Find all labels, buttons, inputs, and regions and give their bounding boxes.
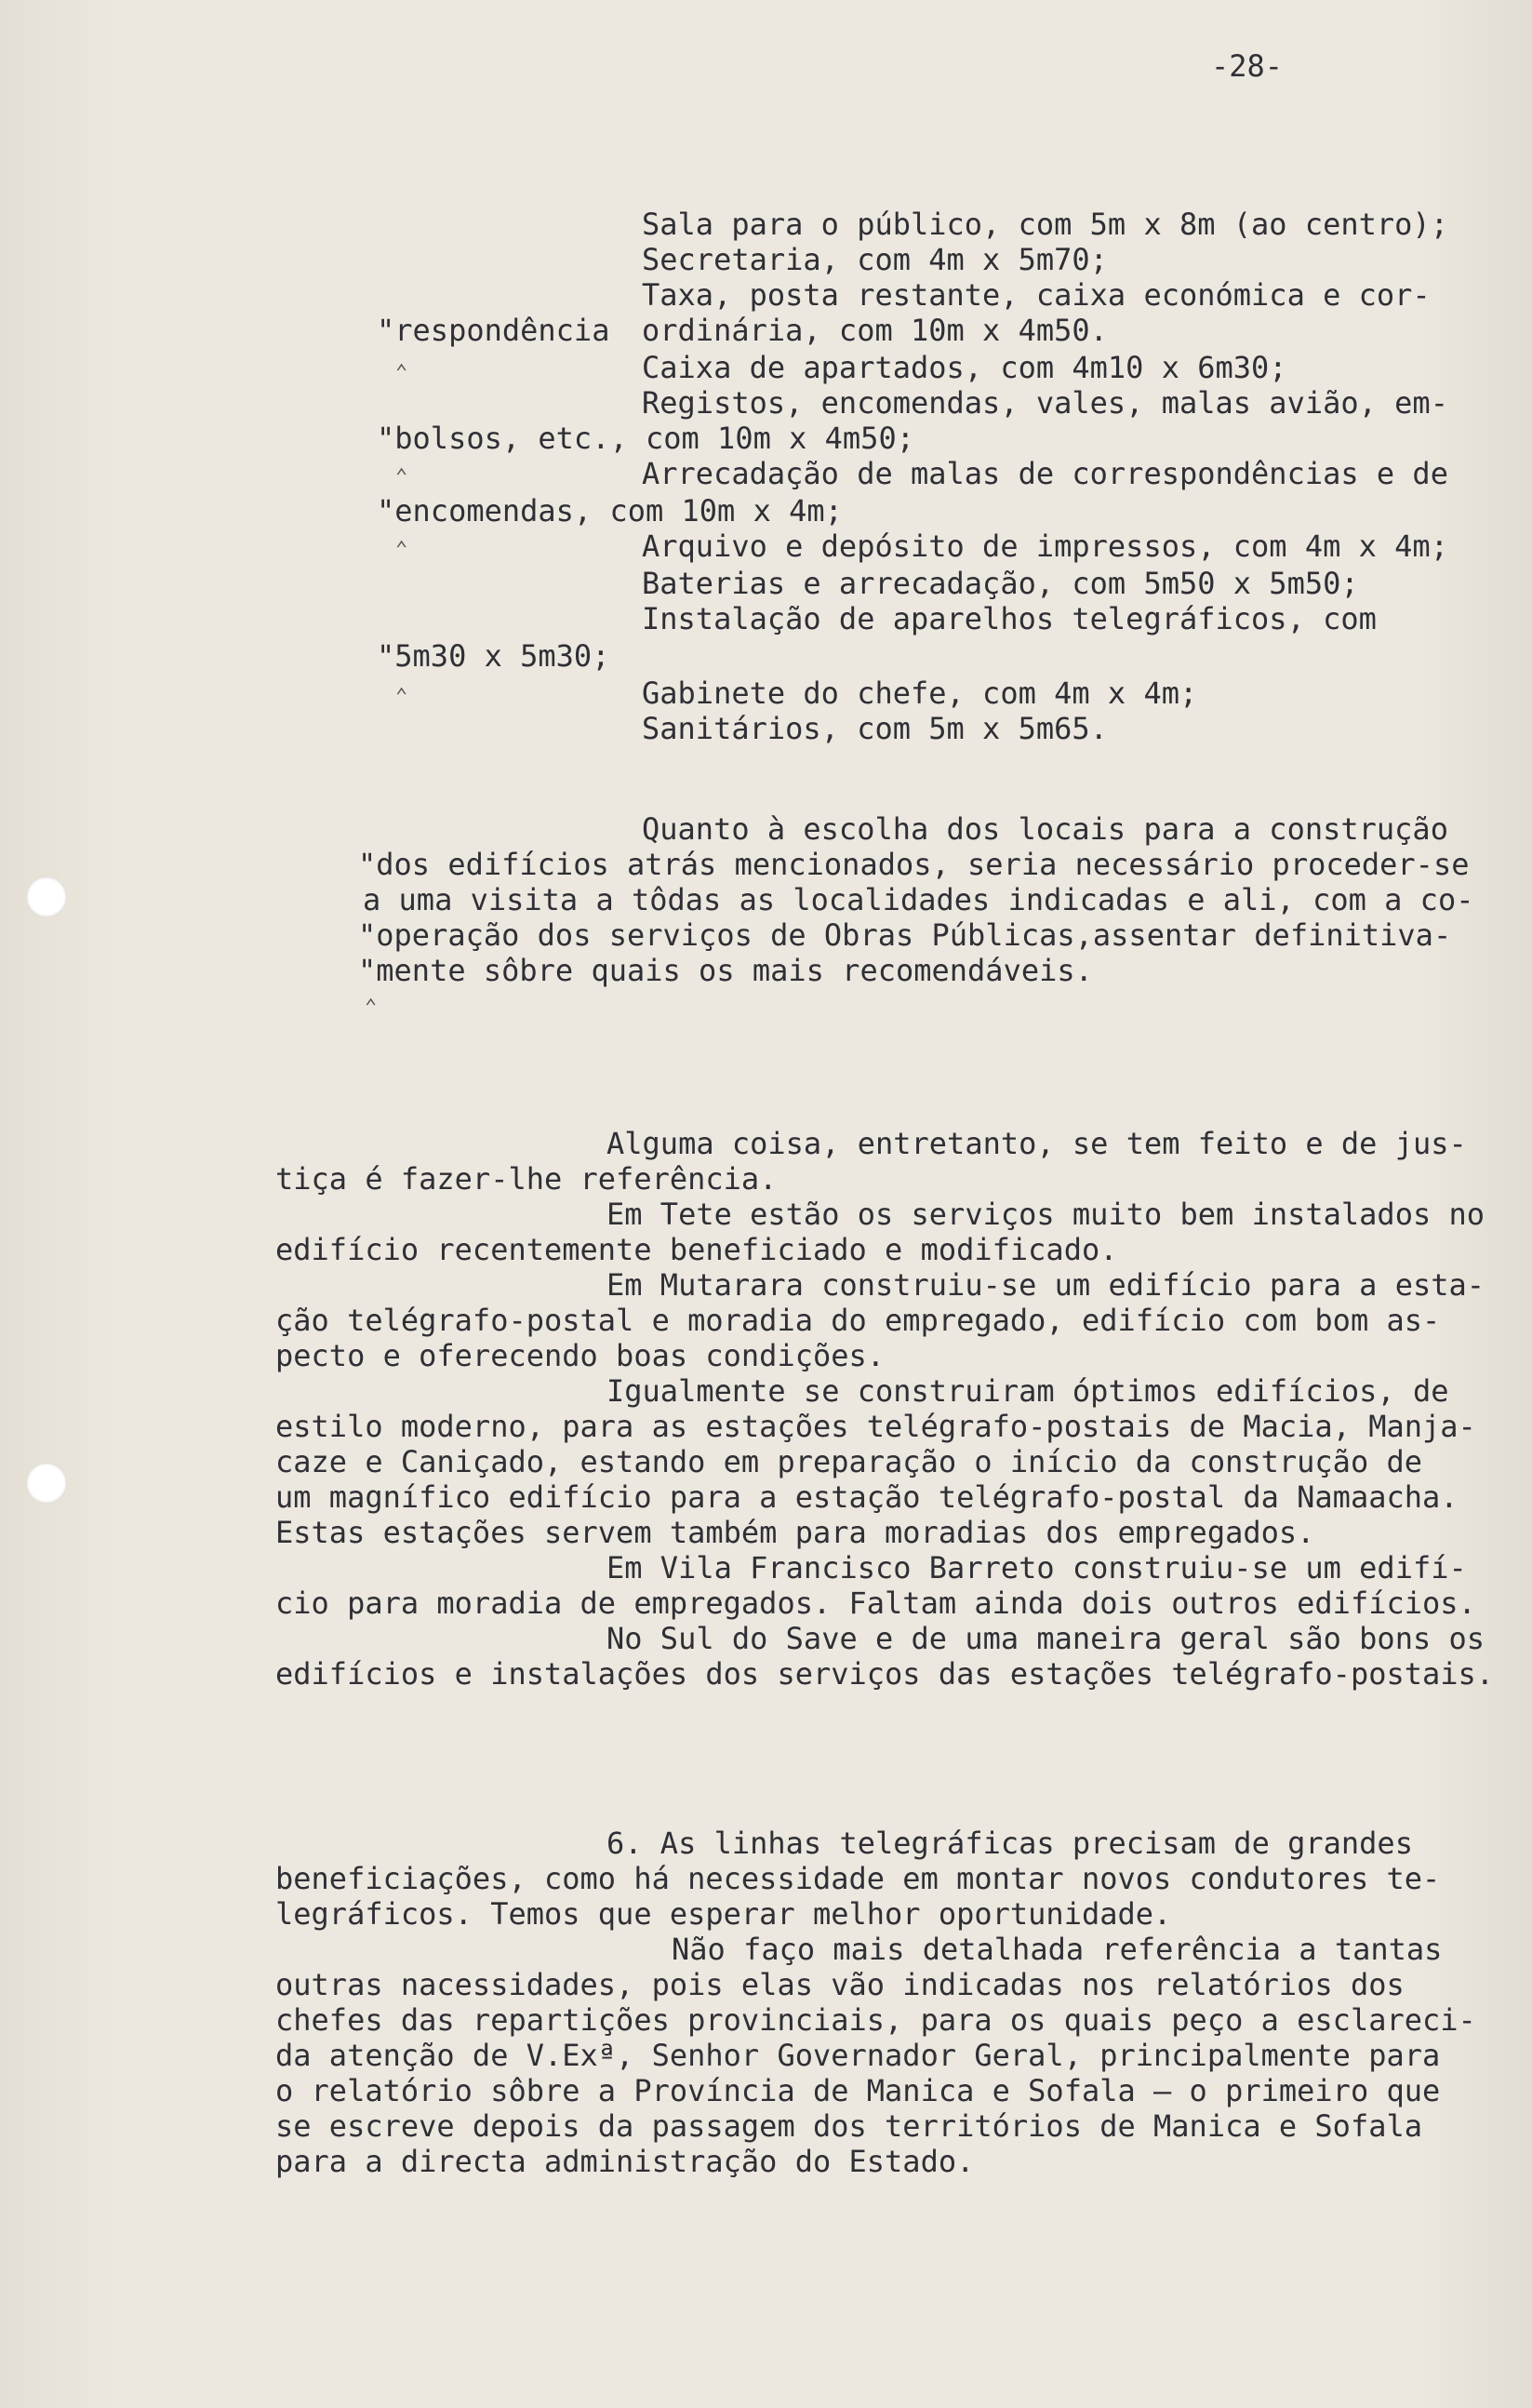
paragraph-line: beneficiações, como há necessidade em montar novos condutores te- [275,1861,1441,1896]
room-line: Sanitários, com 5m x 5m65. [642,711,1108,746]
paragraph-line: No Sul do Save e de uma maneira geral são bons os [606,1621,1485,1656]
paragraph-line: ção telégrafo-postal e moradia do empregado, edifício com bom as- [275,1303,1441,1338]
paragraph-line: chefes das repartições provinciais, para os quais peço a esclareci- [275,2002,1476,2038]
paragraph-line: caze e Caniçado, estando em preparação o início da construção de [275,1444,1422,1479]
room-prefix: "bolsos, etc., com 10m x 4m50; [377,421,914,456]
room-line: Registos, encomendas, vales, malas avião, em- [642,385,1448,421]
paragraph-line: edifício recentemente beneficiado e modificado. [275,1232,1118,1267]
punch-hole [26,876,67,917]
margin-mark: ⌃ [395,685,408,708]
room-line: Instalação de aparelhos telegráficos, com [642,601,1377,636]
paragraph-line: para a directa administração do Estado. [275,2144,975,2179]
room-line: Sala para o público, com 5m x 8m (ao centro); [642,207,1448,242]
room-line: Arrecadação de malas de correspondências e de [642,456,1448,491]
paragraph-line: Alguma coisa, entretanto, se tem feito e de jus- [606,1126,1467,1161]
room-line: Secretaria, com 4m x 5m70; [642,242,1108,277]
paragraph-line: um magnífico edifício para a estação telégrafo-postal da Namaacha. [275,1479,1459,1515]
paragraph-line: tiça é fazer-lhe referência. [275,1161,778,1197]
paragraph-line: se escreve depois da passagem dos territórios de Manica e Sofala [275,2108,1422,2144]
paragraph-line: "mente sôbre quais os mais recomendáveis. [358,953,1093,988]
paragraph-line: "operação dos serviços de Obras Públicas,assentar definitiva- [358,917,1452,953]
paragraph-line: outras nacessidades, pois elas vão indicadas nos relatórios dos [275,1967,1405,2002]
paragraph-line: legráficos. Temos que esperar melhor oportunidade. [275,1896,1172,1932]
paragraph-line: cio para moradia de empregados. Faltam ainda dois outros edifícios. [275,1585,1476,1621]
paragraph-line: "dos edifícios atrás mencionados, seria necessário proceder-se [358,847,1470,882]
room-prefix: "respondência [377,313,610,348]
room-line: ordinária, com 10m x 4m50. [642,313,1108,348]
room-prefix: "5m30 x 5m30; [377,638,610,674]
paragraph-line: edifícios e instalações dos serviços das estações telégrafo-postais. [275,1656,1495,1692]
paragraph-line: Em Vila Francisco Barreto construiu-se um edifí- [606,1550,1467,1585]
paragraph-line: Igualmente se construiram óptimos edifícios, de [606,1373,1449,1409]
paragraph-line: 6. As linhas telegráficas precisam de grandes [606,1826,1413,1861]
paragraph-line: a uma visita a tôdas as localidades indicadas e ali, com a co- [363,882,1474,917]
paragraph-line: Não faço mais detalhada referência a tantas [672,1932,1443,1967]
margin-mark: ⌃ [395,538,408,561]
punch-hole [26,1463,67,1504]
paragraph-line: Quanto à escolha dos locais para a construção [642,811,1448,847]
room-line: Baterias e arrecadação, com 5m50 x 5m50; [642,566,1359,601]
paragraph-line: Em Mutarara construiu-se um edifício para a esta- [606,1267,1485,1303]
room-prefix: "encomendas, com 10m x 4m; [377,493,843,528]
room-line: Taxa, posta restante, caixa económica e cor- [642,277,1431,313]
room-line: Caixa de apartados, com 4m10 x 6m30; [642,350,1287,385]
paragraph-line: estilo moderno, para as estações telégrafo-postais de Macia, Manja- [275,1409,1476,1444]
margin-mark: ⌃ [395,465,408,488]
margin-mark: ⌃ [395,361,408,384]
paragraph-line: da atenção de V.Exª, Senhor Governador Geral, principalmente para [275,2038,1441,2073]
paragraph-line: pecto e oferecendo boas condições. [275,1338,886,1373]
room-line: Arquivo e depósito de impressos, com 4m x 4m; [642,528,1448,564]
page-number: -28- [1211,48,1284,84]
room-line: Gabinete do chefe, com 4m x 4m; [642,676,1198,711]
paragraph-line: o relatório sôbre a Província de Manica e Sofala — o primeiro que [275,2073,1441,2108]
paragraph-line: Estas estações servem também para moradias dos empregados. [275,1515,1315,1550]
margin-mark: ⌃ [365,996,378,1019]
paragraph-line: Em Tete estão os serviços muito bem instalados no [606,1197,1485,1232]
